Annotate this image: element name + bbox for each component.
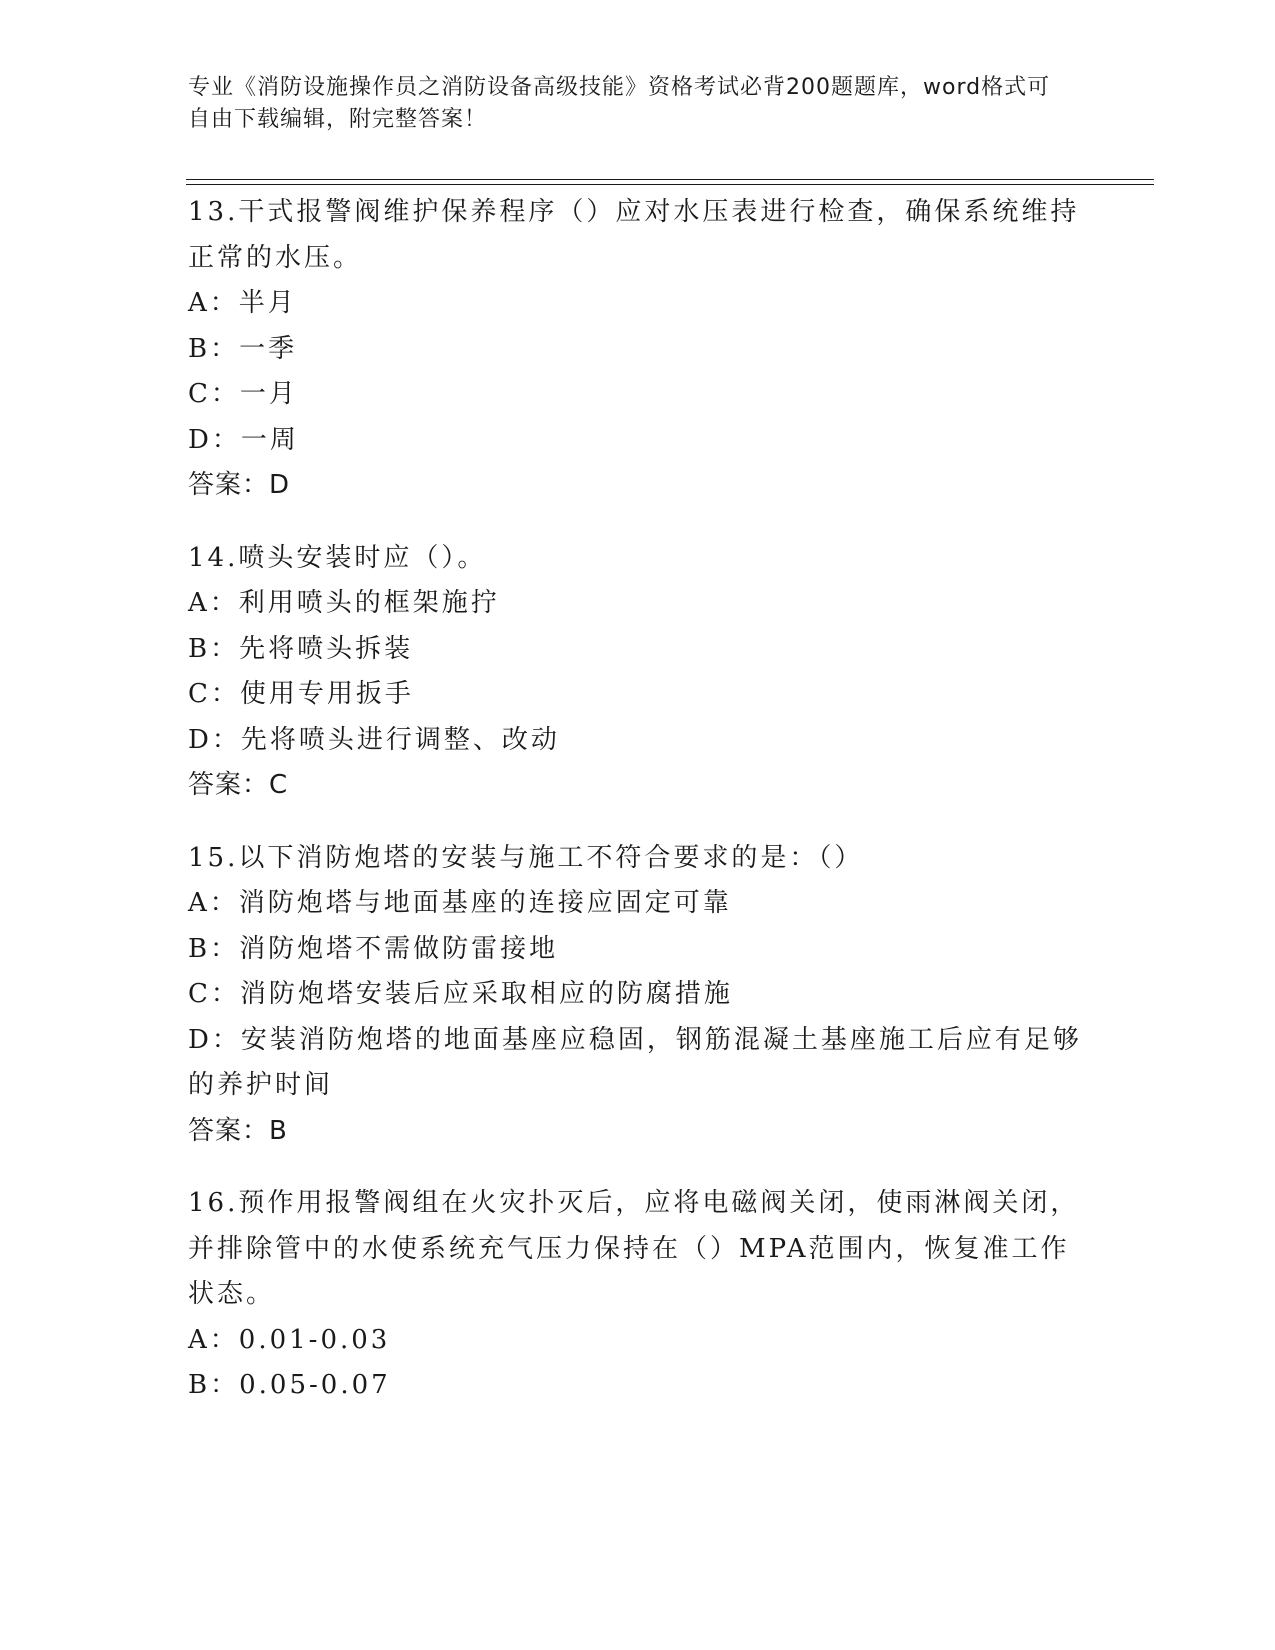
option-d: D：先将喷头进行调整、改动 <box>188 724 560 755</box>
option-d: D：一周 <box>188 424 299 455</box>
option-b: B：一季 <box>188 333 298 364</box>
question-14 <box>188 536 1088 809</box>
header-divider-top <box>186 179 1154 180</box>
option-c: C：消防炮塔安装后应采取相应的防腐措施 <box>188 979 733 1009</box>
answer-line: 答案：B <box>188 1115 288 1146</box>
option-d: D：安装消防炮塔的地面基座应稳固，钢筋混凝土基座施工后应有足够的养护时间 <box>188 1024 1082 1100</box>
option-c: C：使用专用扳手 <box>188 679 414 709</box>
question-16 <box>188 1181 1088 1409</box>
answer-line: 答案：C <box>188 770 289 800</box>
question-text: 13.干式报警阀维护保养程序（）应对水压表进行检查，确保系统维持正常的水压。 <box>188 197 1080 273</box>
option-c: C：一月 <box>188 379 298 409</box>
question-15 <box>188 836 1088 1155</box>
option-b: B：先将喷头拆装 <box>188 633 414 664</box>
answer-line: 答案：D <box>188 470 291 500</box>
option-a: A：0.01-0.03 <box>188 1324 391 1355</box>
option-b: B：0.05-0.07 <box>188 1370 391 1400</box>
option-b: B：消防炮塔不需做防雷接地 <box>188 933 559 964</box>
option-a: A：半月 <box>188 288 297 318</box>
document-header: 专业《消防设施操作员之消防设备高级技能》资格考试必背200题题库，word格式可自由下载编辑，附完整答案！ <box>188 75 1051 132</box>
question-13 <box>188 190 1088 509</box>
question-text: 14.喷头安装时应（）。 <box>188 542 487 573</box>
option-a: A：消防炮塔与地面基座的连接应固定可靠 <box>188 888 732 918</box>
question-text: 16.预作用报警阀组在火灾扑灭后，应将电磁阀关闭，使雨淋阀关闭，并排除管中的水使系统充气压力保持在（）MPA范围内，恢复准工作状态。 <box>188 1188 1080 1309</box>
header-divider-bottom <box>186 184 1154 185</box>
question-list <box>188 190 1088 1436</box>
option-a: A：利用喷头的框架施拧 <box>188 588 500 618</box>
question-text: 15.以下消防炮塔的安装与施工不符合要求的是：（） <box>188 842 864 873</box>
